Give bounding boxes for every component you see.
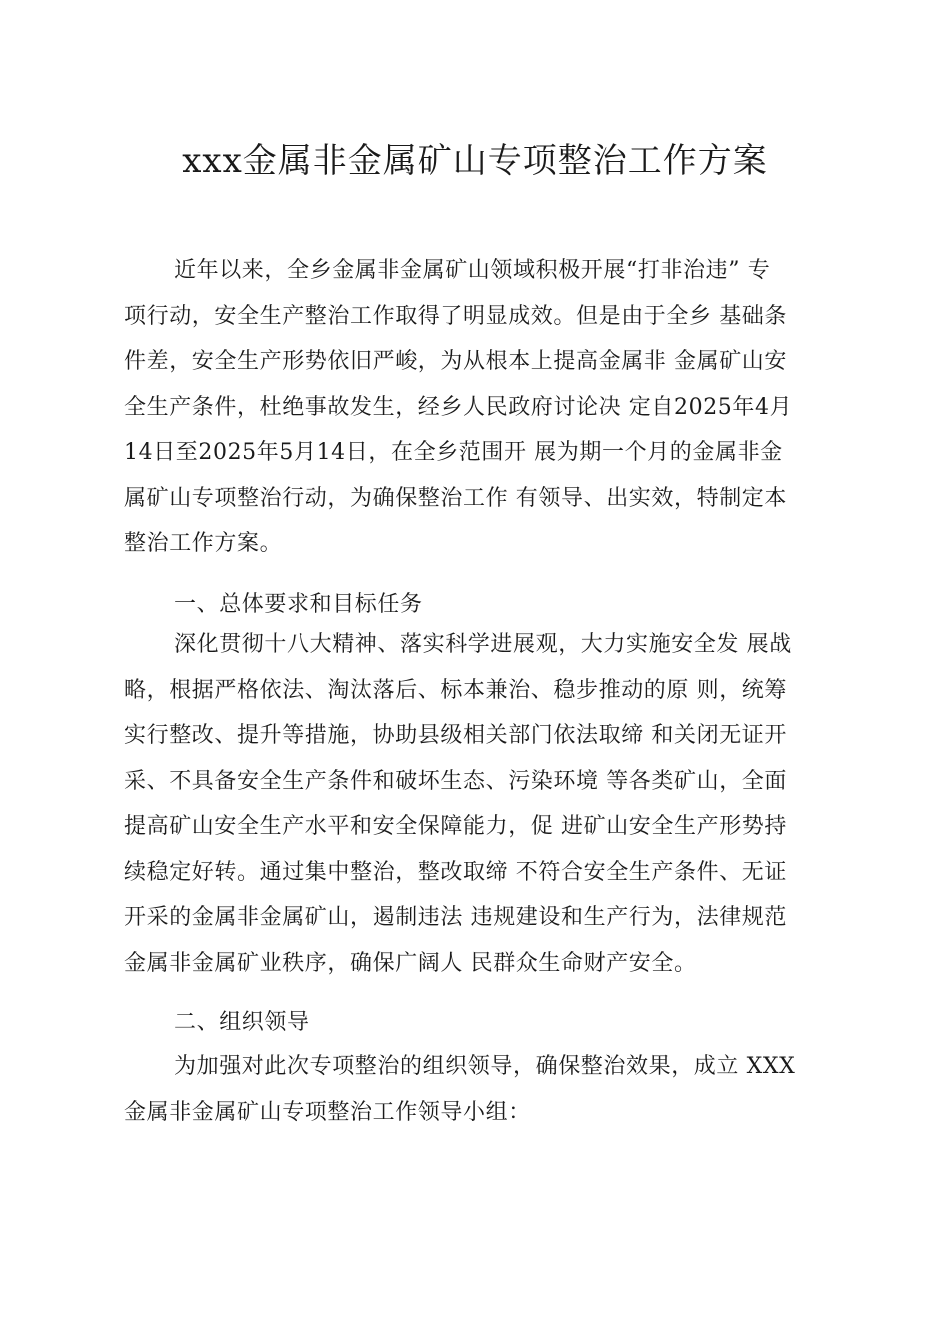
intro-paragraph: [124, 248, 836, 567]
section1-paragraph: [124, 622, 836, 986]
text-line: 深化贯彻十八大精神、落实科学进展观，大力实施安全发 展战: [174, 632, 792, 657]
text-line: 金属非金属矿山专项整治工作领导小组：: [124, 1099, 531, 1125]
text-line: 近年以来，全乡金属非金属矿山领域积极开展“打非治违” 专: [174, 258, 771, 283]
text-line: 提高矿山安全生产水平和安全保障能力，促 进矿山安全生产形势持: [124, 814, 787, 839]
text-line: 属矿山专项整治行动，为确保整治工作 有领导、出实效，特制定本: [124, 485, 787, 511]
text-line: 金属非金属矿业秩序，确保广阔人 民群众生命财产安全。: [124, 950, 697, 976]
text-line: 件差，安全生产形势依旧严峻，为从根本上提高金属非 金属矿山安: [124, 349, 787, 374]
section2-paragraph: [124, 1044, 836, 1135]
text-line: 整治工作方案。: [124, 531, 283, 556]
text-line: 项行动，安全生产整治工作取得了明显成效。但是由于全乡 基础条: [124, 303, 787, 329]
text-line: 实行整改、提升等措施，协助县级相关部门依法取缔 和关闭无证开: [124, 723, 787, 748]
text-line: 14日至2025年5月14日，在全乡范围开 展为期一个月的金属非金: [124, 440, 783, 465]
text-line: 略，根据严格依法、淘汰落后、标本兼治、稳步推动的原 则，统筹: [124, 677, 787, 703]
section-heading-2: 二、组织领导: [174, 1010, 310, 1035]
document-title: xxx金属非金属矿山专项整治工作方案: [182, 141, 768, 181]
text-line: 全生产条件，杜绝事故发生，经乡人民政府讨论决 定自2025年4月: [124, 394, 793, 420]
text-line: 采、不具备安全生产条件和破坏生态、污染环境 等各类矿山，全面: [124, 768, 787, 794]
text-line: 开采的金属非金属矿山，遏制违法 违规建设和生产行为，法律规范: [124, 905, 787, 930]
text-line: 续稳定好转。通过集中整治，整改取缔 不符合安全生产条件、无证: [124, 859, 787, 885]
section-heading-1: 一、总体要求和目标任务: [174, 592, 423, 617]
text-line: 为加强对此次专项整治的组织领导，确保整治效果，成立 XXX: [174, 1054, 796, 1079]
